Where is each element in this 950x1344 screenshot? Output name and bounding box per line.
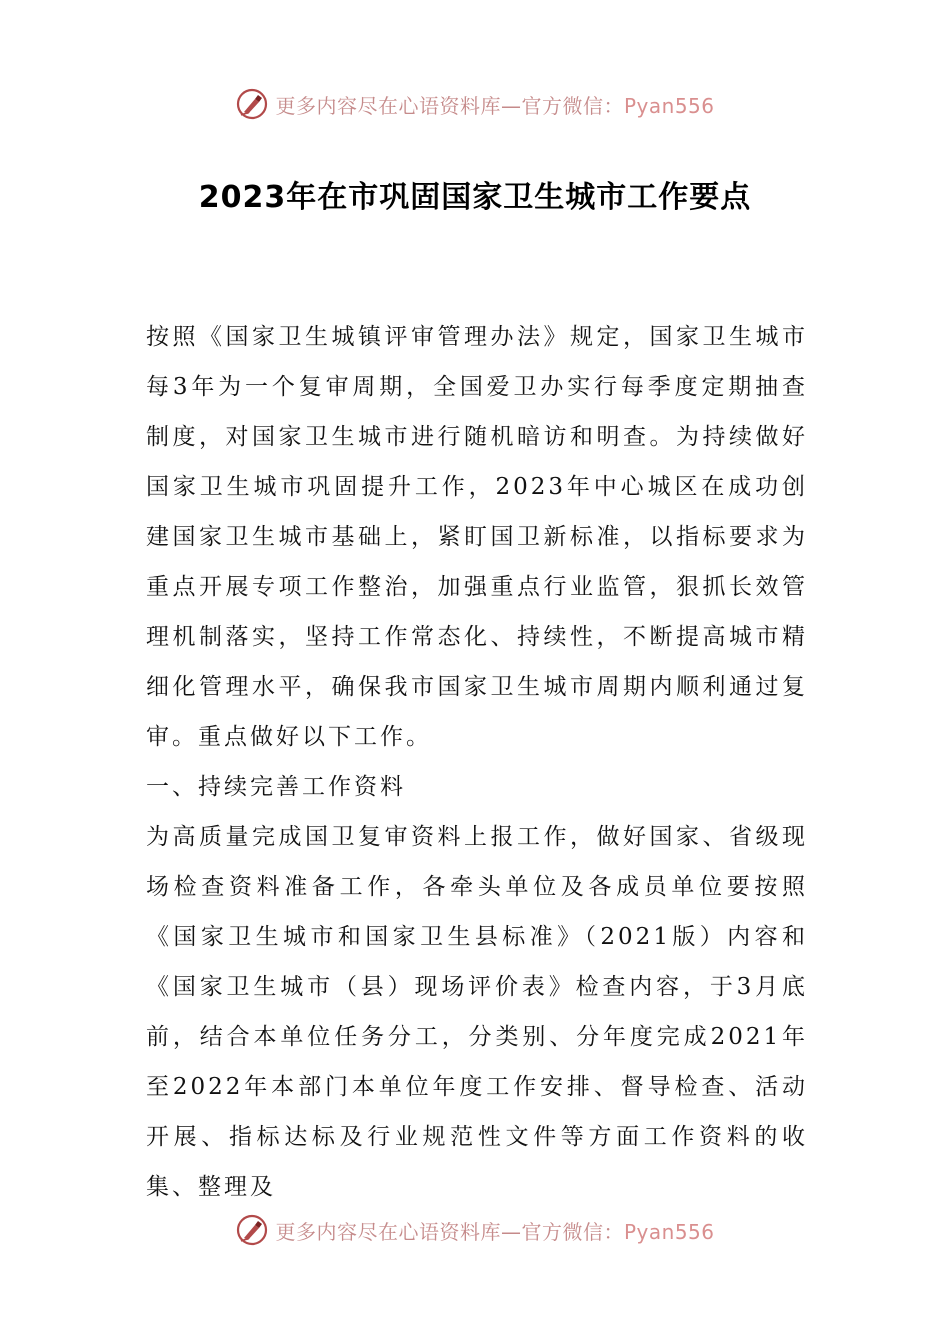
header-banner-text: 更多内容尽在心语资料库—官方微信：Pyan556 xyxy=(275,93,715,118)
document-title: 2023年在市巩固国家卫生城市工作要点 xyxy=(198,180,752,215)
footer-banner-text: 更多内容尽在心语资料库—官方微信：Pyan556 xyxy=(275,1219,715,1244)
header-watermark-banner xyxy=(0,84,950,124)
document-body xyxy=(146,312,808,1212)
footer-watermark-banner xyxy=(0,1210,950,1250)
footer-wechat-id: Pyan556 xyxy=(623,1219,715,1244)
body-paragraph: 按照《国家卫生城镇评审管理办法》规定，国家卫生城市每3年为一个复审周期，全国爱卫办实行每季度定期抽查制度，对国家卫生城市进行随机暗访和明查。为持续做好国家卫生城市巩固提升工作，2023年中心城区在成功创建国家卫生城市基础上，紧盯国卫新标准，以指标要求为重点开展专项工作整治，加强重点行业监管，狠抓长效管理机制落实，坚持工作常态化、持续性，不断提高城市精细化管理水平，确保我市国家卫生城市周期内顺利通过复审。重点做好以下工作。 xyxy=(146,324,808,750)
pen-nib-logo-icon xyxy=(235,1213,269,1247)
pen-nib-logo-icon xyxy=(235,87,269,121)
body-paragraph: 为高质量完成国卫复审资料上报工作，做好国家、省级现场检查资料准备工作，各牵头单位及各成员单位要按照《国家卫生城市和国家卫生县标准》（2021版）内容和《国家卫生城市（县）现场评价表》检查内容，于3月底前，结合本单位任务分工，分类别、分年度完成2021年至2022年本部门本单位年度工作安排、督导检查、活动开展、指标达标及行业规范性文件等方面工作资料的收集、整理及 xyxy=(146,824,808,1200)
section-heading: 一、持续完善工作资料 xyxy=(146,774,406,800)
header-wechat-id: Pyan556 xyxy=(623,93,715,118)
